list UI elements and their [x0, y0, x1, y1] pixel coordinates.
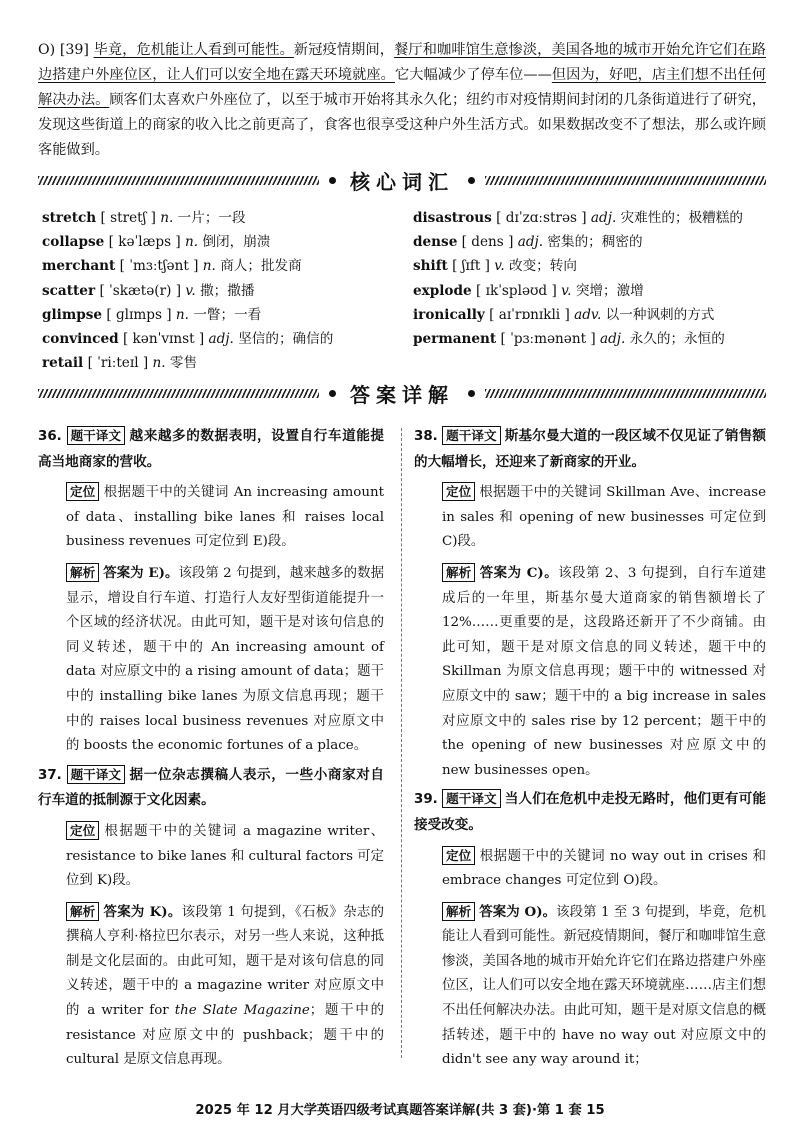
analysis-text: 该段第 2、3 句提到，自行车道建成后的一年里，斯基尔曼大道商家的销售额增长了 12%……更重要的是，这段路还新开了不少商铺。由此可知，题干是对原文信息的同义转述，题干中的 Skillman 为原文信息再现；题干中的 witnessed 对应原文中的 saw；题干中的 a big increase in sales 对应原文中的 sales rise by 12 percent；题干中的 the opening of new businesses 对应原文中的 new businesses open。 [442, 565, 766, 778]
tag-locate: 定位 [66, 482, 99, 501]
vocab-ipa: [ dens ] [461, 234, 514, 251]
vocab-item [42, 230, 333, 254]
vocab-ipa: [ stretʃ ] [100, 210, 156, 226]
analysis-text: 该段第 1 至 3 句提到，毕竟，危机能让人看到可能性。新冠疫情期间，餐厅和咖啡馆生意惨淡，美国各地的城市开始允许它们在路边搭建户外座位区，让人们可以安全地在露天环境就座……店主们想不出任何解决办法。由此可知，题干是对原文信息的概括转述，题干中的 have no way out 对应原文中的 didn't see any way around it； [442, 904, 766, 1068]
bullet-dot [468, 390, 475, 397]
vocab-ipa: [ ˈpɜːmənənt ] [500, 331, 596, 348]
vocab-ipa: [ ʃɪft ] [452, 258, 490, 275]
vocab-item [413, 303, 743, 327]
vocab-pos: adj. [590, 210, 617, 226]
underlined-sentence: 毕竟，危机能让人看到可能性。 [93, 42, 294, 58]
tag-analysis: 解析 [442, 902, 475, 921]
vocab-meaning: 撒；撒播 [200, 282, 255, 299]
tag-stem: 题干译文 [67, 426, 125, 445]
q39-stem [414, 787, 766, 838]
bullet-dot [329, 390, 336, 397]
vocab-meaning: 一瞥；一看 [193, 306, 262, 323]
section-banner-vocab [38, 165, 766, 195]
vocab-word: convinced [42, 331, 119, 348]
vocab-meaning: 灾难性的；极糟糕的 [620, 210, 743, 226]
vocab-item [42, 279, 333, 303]
vocab-item [42, 303, 333, 327]
analysis-text: 该段第 1 句提到，《石板》杂志的撰稿人亨利·格拉巴尔表示，对另一些人来说，这种抵制是文化层面的。由此可知，题干是对该句信息的同义转述，题干中的 a magazine writer 对应原文中的 a writer for [66, 904, 384, 1019]
vocab-item [42, 351, 333, 375]
intro-text: 顾客们太喜欢户外座位了，以至于城市开始将其永久化；纽约市对疫情期间封闭的几条街道进行了研究，发现这些街道上的商家的收入比之前更高了，食客也很享受这种户外生活方式。如果数据改变不了想法，那么或许顾客能做到。 [38, 92, 766, 158]
vocab-item [413, 254, 743, 278]
vocab-item [42, 327, 333, 351]
question-number: 37. [38, 767, 62, 783]
tag-analysis: 解析 [66, 563, 99, 582]
vocab-meaning: 商人；批发商 [220, 258, 302, 275]
bullet-dot [468, 177, 475, 184]
q39-analysis [414, 900, 766, 1073]
vocab-pos: n. [185, 234, 199, 251]
tag-stem: 题干译文 [67, 765, 125, 784]
vocab-meaning: 突增；激增 [575, 282, 644, 299]
vocab-pos: v. [561, 282, 572, 299]
vocab-word: scatter [42, 282, 96, 299]
vocab-list-right [413, 206, 743, 351]
hatch-decoration [485, 176, 766, 185]
vocab-pos: n. [160, 210, 174, 226]
underlined-sentence: 但因为，好吧，店主们想不出任何解决办法。 [38, 67, 766, 108]
vocab-word: shift [413, 258, 448, 275]
vocab-ipa: [ aɪˈrɒnɪkli ] [489, 306, 570, 323]
analysis-italic: the Slate Magazine [174, 1003, 310, 1019]
vocab-word: glimpse [42, 306, 103, 323]
hatch-decoration [485, 389, 766, 398]
paragraph-label: O) [38, 42, 56, 58]
vocab-ipa: [ ˈskætə(r) ] [99, 282, 182, 299]
analysis-text: 该段第 2 句提到，越来越多的数据显示，增设自行车道、打造行人友好型街道能提升一个区域的经济状况。由此可知，题干是对该句信息的同义转述，题干中的 An increasing amount of data 对应原文中的 a rising amount of data；题干中的 installing bike lanes 为原文信息再现；题干中的 raises local business revenues 对应原文中的 boosts the economic fortunes of a place。 [66, 565, 384, 754]
answer-text: 答案为 K)。 [103, 903, 182, 920]
locate-text: 根据题干中的关键词 Skillman Ave、increase in sales 和 opening of new businesses 可定位到 C)段。 [442, 485, 766, 550]
vocab-meaning: 坚信的；确信的 [238, 331, 334, 348]
locate-text: 根据题干中的关键词 An increasing amount of data、installing bike lanes 和 raises local business revenues 可定位到 E)段。 [66, 485, 384, 550]
question-stem: 越来越多的数据表明，设置自行车道能提高当地商家的营收。 [38, 428, 385, 470]
question-stem: 当人们在危机中走投无路时，他们更有可能接受改变。 [414, 791, 767, 833]
vocab-ipa: [ kənˈvɪnst ] [122, 331, 205, 348]
vocab-item [413, 206, 743, 230]
q38-stem [414, 424, 766, 475]
question-number: 38. [414, 429, 438, 444]
vocab-pos: v. [494, 258, 505, 275]
vocab-pos: n. [152, 355, 166, 372]
section-title: 答案详解 [350, 382, 454, 407]
bullet-dot [329, 177, 336, 184]
section-banner-answers [38, 378, 766, 408]
vocab-word: collapse [42, 234, 105, 251]
vocab-meaning: 密集的；稠密的 [547, 234, 643, 251]
tag-analysis: 解析 [66, 902, 99, 921]
vocab-pos: adv. [574, 306, 602, 323]
vocab-item [413, 327, 743, 351]
answer-text: 答案为 C)。 [479, 564, 559, 581]
vocab-ipa: [ ˈriːteɪl ] [87, 355, 149, 372]
intro-paragraph [38, 38, 766, 163]
vocab-pos: n. [175, 306, 189, 323]
vocab-word: dense [413, 234, 458, 251]
vocab-word: explode [413, 282, 472, 299]
vocab-meaning: 改变；转向 [508, 258, 577, 275]
vocab-item [42, 254, 333, 278]
question-number: 36. [38, 429, 62, 444]
section-title: 核心词汇 [350, 169, 454, 194]
vocab-word: permanent [413, 331, 497, 348]
vocab-word: merchant [42, 258, 116, 275]
q37-locate [38, 820, 384, 894]
vocab-item [413, 230, 743, 254]
q38-locate [414, 481, 766, 555]
vocab-ipa: [ kəˈlæps ] [108, 234, 181, 251]
vocab-pos: n. [202, 258, 216, 275]
q36-analysis [38, 561, 384, 759]
tag-locate: 定位 [442, 482, 475, 501]
tag-locate: 定位 [442, 846, 475, 865]
vocab-meaning: 永久的；永恒的 [629, 331, 725, 348]
vocab-word: stretch [42, 210, 97, 226]
vocab-word: ironically [413, 306, 485, 323]
vocab-pos: adj. [517, 234, 544, 251]
q37-stem [38, 763, 384, 814]
tag-stem: 题干译文 [442, 789, 500, 808]
q38-analysis [414, 561, 766, 783]
vocab-ipa: [ ˈmɜːtʃənt ] [119, 258, 199, 275]
q36-stem [38, 424, 384, 475]
vocab-list-left [42, 206, 333, 375]
vocab-ipa: [ ɡlɪmps ] [106, 306, 172, 323]
column-divider [401, 428, 402, 1058]
vocab-pos: adj. [600, 331, 626, 348]
vocab-meaning: 零售 [169, 355, 198, 372]
vocab-ipa: [ ɪkˈspləʊd ] [475, 282, 557, 299]
vocab-word: retail [42, 355, 84, 372]
vocab-meaning: 一片；一段 [177, 210, 246, 226]
vocab-meaning: 倒闭，崩溃 [202, 234, 271, 251]
question-stem: 据一位杂志撰稿人表示，一些小商家对自行车道的抵制源于文化因素。 [38, 766, 385, 809]
answer-column-left [38, 424, 384, 1073]
locate-text: 根据题干中的关键词 a magazine writer、resistance to bike lanes 和 cultural factors 可定位到 K)段。 [66, 823, 384, 889]
q36-locate [38, 481, 384, 555]
hatch-decoration [38, 389, 319, 398]
question-stem: 斯基尔曼大道的一段区域不仅见证了销售额的大幅增长，还迎来了新商家的开业。 [414, 428, 767, 470]
q39-locate [414, 845, 766, 894]
tag-locate: 定位 [66, 821, 99, 840]
hatch-decoration [38, 176, 319, 185]
vocab-item [413, 279, 743, 303]
vocab-word: disastrous [413, 210, 492, 226]
vocab-ipa: [ dɪˈzɑːstrəs ] [496, 210, 587, 226]
tag-analysis: 解析 [442, 563, 475, 582]
page-footer: 2025 年 12 月大学英语四级考试真题答案详解(共 3 套)·第 1 套 15 [195, 1103, 605, 1118]
underlined-sentence: 餐厅和咖啡馆生意惨淡，美国各地的城市开始允许它们在路边搭建户外座位区，让人们可以安全地在露天环境就座。 [38, 42, 766, 83]
analysis-text: ；题干中的 resistance 对应原文中的 pushback；题干中的 cultural 是原文信息再现。 [66, 1003, 385, 1068]
question-ref: [39] [59, 42, 89, 58]
question-number: 39. [414, 792, 438, 808]
intro-text: 新冠疫情期间， [293, 42, 395, 58]
answer-column-right [414, 424, 766, 1073]
vocab-meaning: 以一种讽刺的方式 [605, 306, 715, 323]
vocab-item [42, 206, 333, 230]
q37-analysis [38, 900, 384, 1073]
tag-stem: 题干译文 [442, 426, 500, 445]
intro-text: 它大幅减少了停车位—— [394, 67, 552, 83]
answer-text: 答案为 E)。 [103, 564, 179, 581]
answer-text: 答案为 O)。 [479, 903, 557, 920]
locate-text: 根据题干中的关键词 no way out in crises 和 embrace changes 可定位到 O)段。 [442, 848, 766, 889]
vocab-pos: adj. [208, 331, 234, 348]
vocab-pos: v. [185, 282, 196, 299]
